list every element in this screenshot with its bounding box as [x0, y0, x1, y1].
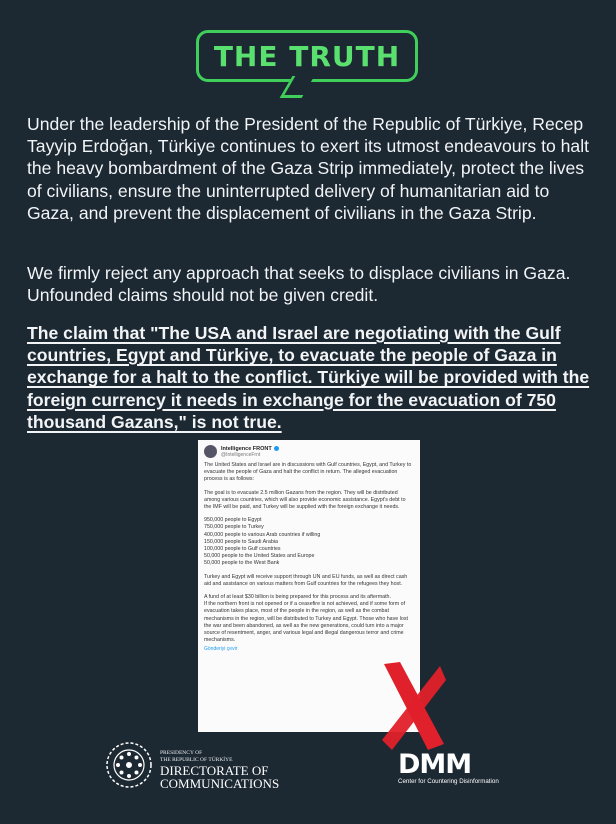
organization-title: DIRECTORATE OF COMMUNICATIONS [160, 763, 280, 791]
organization-subtitle: PRESIDENCY OF THE REPUBLIC OF TÜRKİYE [160, 750, 233, 763]
the-truth-badge [196, 30, 418, 82]
dmm-subtitle: Center for Countering Disinformation [398, 778, 499, 785]
directorate-emblem-icon [104, 740, 154, 790]
tweet-body [198, 458, 420, 658]
tweet-paragraph: Turkey and Egypt will receive support through UN and EU funds, as well as direct cash aid and assistance on various matters from Gulf countries for the refugees they host. [204, 573, 408, 587]
tweet-paragraph: The goal is to evacuate 2.5 million Gazans from the region. They will be distributed among various countries, which will also provide economic assistance. Egypt's debt to the IMF will be paid, and Turkey will be supplied with the foreign exchange it needs. [204, 489, 406, 511]
avatar [204, 445, 217, 458]
tweet-paragraph: The United States and Israel are in discussions with Gulf countries, Egypt, and Turkey to evacuate the people of Gaza and halt the conflict in return. The alleged evacuation process is as follows: [204, 462, 412, 483]
badge-title: THE TRUTH [213, 39, 401, 73]
translate-post-link[interactable]: Gönderiyi çevir [204, 646, 238, 653]
list-item: 50,000 people to the United States and Europe [204, 553, 315, 560]
tweet-header [198, 440, 420, 458]
dmm-logo: DMM [398, 749, 472, 780]
tweet-paragraph: If the northern front is not opened or if a ceasefire is not achieved, and if some form of evacuation takes place, most of the people in the region, as well as the combat mechanisms in the region, will be distributed to Turkey and Egypt. Those who have lost the war and been abandoned, as well as the new generations, could turn into a major source of resentment, anger, and various legal and illegal dangerous terror and crime mechanisms. [204, 601, 408, 644]
list-item: 150,000 people to Saudi Arabia [204, 538, 278, 545]
list-item: 100,000 people to Gulf countries [204, 546, 281, 553]
debunked-claim: The claim that "The USA and Israel are negotiating with the Gulf countries, Egypt and Türkiye, to evacuate the people of Gaza in exchange for a halt to the conflict. Türkiye will be provided with the foreign currency it needs in exchange for the evacuation of 750 thousand Gazans," is not true. [27, 323, 590, 432]
list-item: 750,000 people to Turkey [204, 524, 264, 531]
verified-badge-icon [274, 446, 279, 451]
list-item: 950,000 people to Egypt [204, 517, 262, 524]
tweet-author-name: Intelligence FRONT [221, 446, 279, 452]
tweet-paragraph: A fund of at least $30 billion is being prepared for this process and its aftermath. [204, 594, 391, 601]
list-item: 400,000 people to various Arab countries if willing [204, 531, 321, 538]
list-item: 50,000 people to the West Bank [204, 560, 280, 567]
tweet-author-handle: @IntelligenceFrnt [221, 451, 261, 458]
red-cross-icon [378, 660, 448, 752]
statement-paragraph-1: Under the leadership of the President of the Republic of Türkiye, Recep Tayyip Erdoğan, Türkiye continues to exert its utmost endeavours to halt the heavy bombardment of the Gaza Strip immediately, protect the lives of civilians, ensure the uninterrupted delivery of humanitarian aid to Gaza, and prevent the displacement of civilians in the Gaza Strip. [27, 114, 589, 223]
statement-paragraph-2: We firmly reject any approach that seeks to displace civilians in Gaza. Unfounded claims should not be given credit. [27, 263, 571, 306]
tweet-list [204, 517, 414, 567]
